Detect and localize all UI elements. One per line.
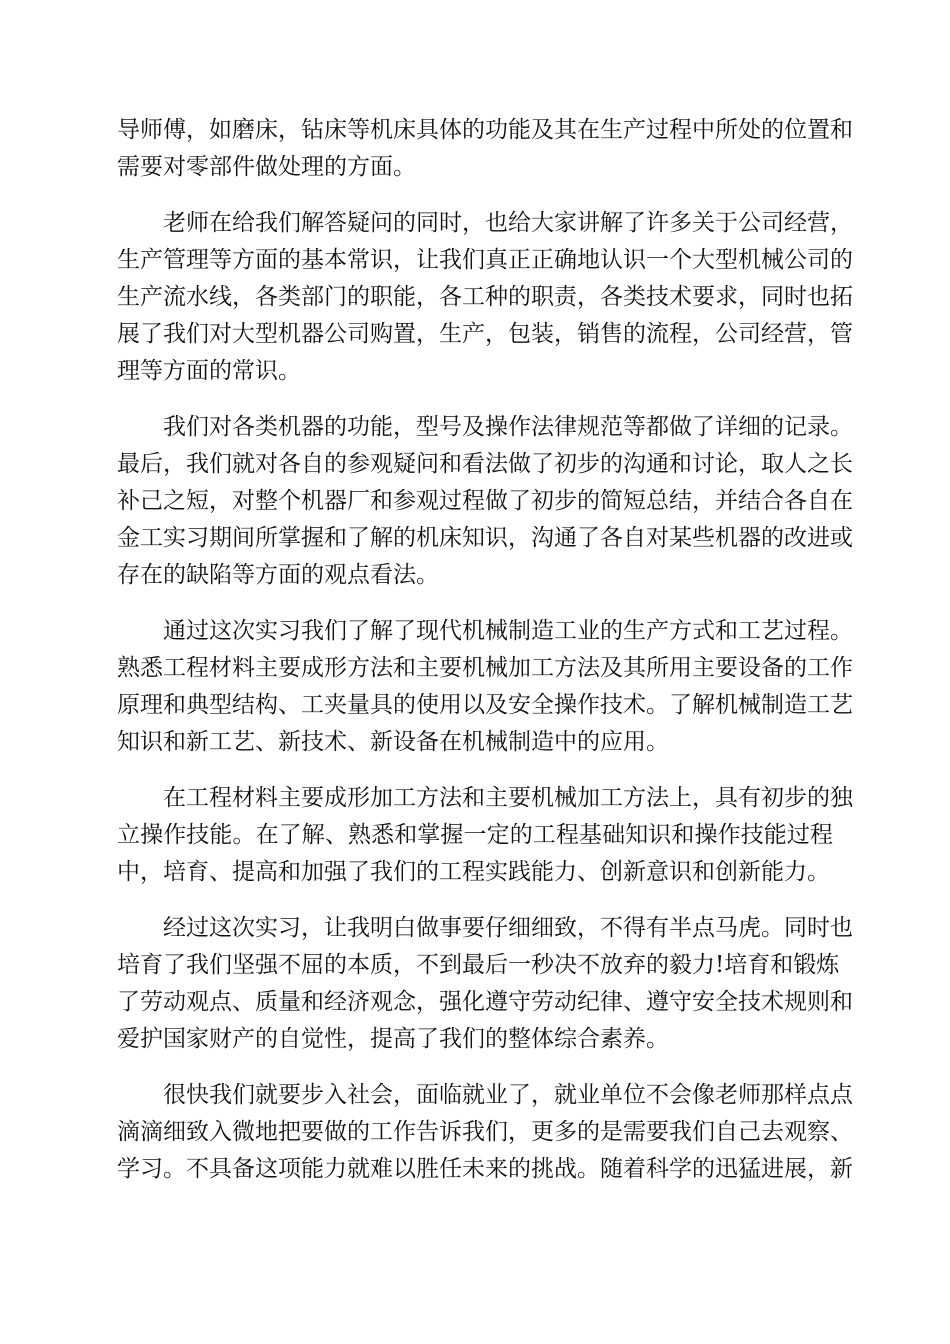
text-line: 存在的缺陷等方面的观点看法。 (117, 562, 439, 588)
text-line: 生产流水线，各类部门的职能，各工种的职责，各类技术要求，同时也拓 (117, 284, 853, 310)
text-line: 生产管理等方面的基本常识，让我们真正正确地认识一个大型机械公司的 (117, 247, 853, 273)
text-line: 展了我们对大型机器公司购置，生产，包装，销售的流程，公司经营，管 (117, 321, 853, 347)
text-line: 金工实习期间所掌握和了解的机床知识，沟通了各自对某些机器的改进或 (117, 525, 853, 551)
text-line: 学习。不具备这项能力就难以胜任未来的挑战。随着科学的迅猛进展，新 (117, 1156, 853, 1182)
text-line: 老师在给我们解答疑问的同时，也给大家讲解了许多关于公司经营， (163, 210, 853, 236)
text-line: 立操作技能。在了解、熟悉和掌握一定的工程基础知识和操作技能过程 (117, 822, 833, 848)
text-line: 知识和新工艺、新技术、新设备在机械制造中的应用。 (117, 729, 669, 755)
text-line: 培育了我们坚强不屈的本质，不到最后一秒决不放弃的毅力!培育和锻炼 (117, 952, 840, 978)
text-line: 中，培育、提高和加强了我们的工程实践能力、创新意识和创新能力。 (117, 859, 830, 885)
text-line: 滴滴细致入微地把要做的工作告诉我们，更多的是需要我们自己去观察、 (117, 1119, 853, 1145)
text-line: 了劳动观点、质量和经济观念，强化遵守劳动纪律、遵守安全技术规则和 (117, 989, 853, 1015)
paragraph (117, 1077, 853, 1188)
text-line: 导师傅，如磨床，钻床等机床具体的功能及其在生产过程中所处的位置和 (117, 117, 853, 143)
paragraph (117, 910, 853, 1058)
text-line: 爱护国家财产的自觉性，提高了我们的整体综合素养。 (117, 1026, 669, 1052)
text-line: 补己之短，对整个机器厂和参观过程做了初步的简短总结，并结合各自在 (117, 488, 853, 514)
text-line: 理等方面的常识。 (117, 358, 301, 384)
paragraph (117, 780, 853, 891)
paragraph (117, 205, 853, 390)
text-line: 最后，我们就对各自的参观疑问和看法做了初步的沟通和讨论，取人之长 (117, 451, 853, 477)
text-line: 熟悉工程材料主要成形方法和主要机械加工方法及其所用主要设备的工作 (117, 655, 853, 681)
text-line: 很快我们就要步入社会，面临就业了，就业单位不会像老师那样点点 (163, 1082, 853, 1108)
text-line: 原理和典型结构、工夹量具的使用以及安全操作技术。了解机械制造工艺 (117, 692, 853, 718)
text-line: 需要对零部件做处理的方面。 (117, 154, 416, 180)
document-body (117, 112, 853, 1207)
text-line: 在工程材料主要成形加工方法和主要机械加工方法上，具有初步的独 (163, 785, 853, 811)
text-line: 通过这次实习我们了解了现代机械制造工业的生产方式和工艺过程。 (163, 618, 853, 644)
paragraph (117, 613, 853, 761)
text-line: 经过这次实习，让我明白做事要仔细细致，不得有半点马虎。同时也 (163, 915, 853, 941)
text-line: 我们对各类机器的功能，型号及操作法律规范等都做了详细的记录。 (163, 414, 853, 440)
paragraph (117, 112, 853, 186)
paragraph (117, 409, 853, 594)
